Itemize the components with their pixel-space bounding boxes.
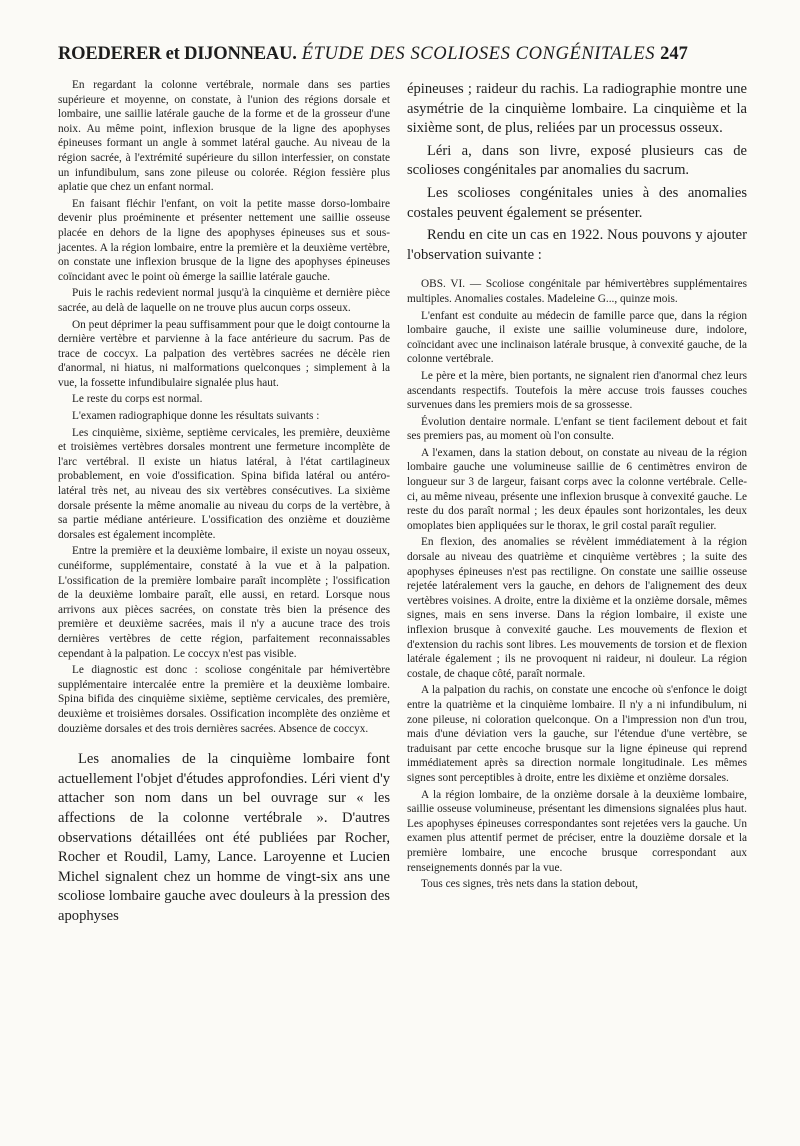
paragraph: En regardant la colonne vertébrale, normale dans ses parties supérieure et moyenne, on constate, à l'union des régions dorsale et lombaire, une saillie latérale gauche de la forme et de la grosseur d'une noix. Au même point, inflexion brusque de la ligne des apophyses épineuses formant un angle à sommet latéral gauche. Au niveau de la région sacrée, à l'extrémité supérieure du sillon interfessier, on constate un infundibulum, sans zone pileuse ou colorée. Région fessière plus aplatie que chez un enfant normal. xyxy=(58,79,390,194)
paragraph: Évolution dentaire normale. L'enfant se tient facilement debout et fait ses premiers pas, au moment où l'on consulte. xyxy=(407,415,747,443)
paragraph: On peut déprimer la peau suffisamment pour que le doigt contourne la dernière vertèbre et parvienne à la face antérieure du sacrum. Pas de trace de coccyx. La palpation des vertèbres sacrées ne décèle rien d'anormal, ni hiatus, ni malformations quelconques ; simplement à la vue, la fossette infundibulaire signalée plus haut. xyxy=(58,318,390,389)
paragraph: épineuses ; raideur du rachis. La radiographie montre une asymétrie de la cinquième lombaire. La cinquième et la sixième sont, de plus, reliées par un processus osseux. xyxy=(407,81,747,137)
right-large-text xyxy=(407,80,747,265)
page-number: 247 xyxy=(660,44,688,64)
paragraph: A la palpation du rachis, on constate une encoche où s'enfonce le doigt entre la quatrième et la cinquième lombaire. Il n'y a ni infundibulum, ni zone pileuse, ni coloration quelconque. On a l'impression non d'un trou, mais d'une déviation vers la gauche, sur l'étendue d'une vertèbre, se traduisant par cette encoche brusque sur la ligne épineuse qui reprend immédiatement après sa direction normale longitudinale. Les mêmes signes sont perceptibles à droite, entre les dixième et onzième dorsales. xyxy=(407,684,747,784)
observation-heading: OBS. VI. — Scoliose congénitale par hémivertèbres supplémentaires multiples. Anomalies costales. Madeleine G..., quinze mois. xyxy=(407,278,747,305)
paragraph: Les anomalies de la cinquième lombaire font actuellement l'objet d'études approfondies. Léri vient d'y attacher son nom dans un bel ouvrage sur « les affections de la colonne vertébrale ». D'autres observations détaillées ont été publiées par Rocher, Rocher et Roudil, Lamy, Lance. Laroyenne et Lucien Michel signalent chez un homme de vingt-six ans une scoliose lombaire gauche avec douleurs à la pression des apophyses xyxy=(58,751,390,924)
paragraph: Le père et la mère, bien portants, ne signalent rien d'anormal chez leurs ascendants respectifs. Toutefois la mère accuse trois fausses couches survenues dans les premiers mois de sa grossesse. xyxy=(407,369,747,412)
paragraph: Les cinquième, sixième, septième cervicales, les première, deuxième et troisièmes vertèbres dorsales montrent une fermeture incomplète de l'arc vertébral. Il existe un hiatus latéral, à l'état cartilagineux probablement, en voie d'ossification. Spina bifida latéral ou antéro-latéral très net, au niveau des six vertèbres consécutives. La sixième dorsale présente la même anomalie au niveau du corps de la vertèbre, à sa partie médiane antérieure. L'ossification des onzième et douzième dorsales est également incomplète. xyxy=(58,426,390,541)
right-column xyxy=(407,80,747,892)
paragraph: Rendu en cite un cas en 1922. Nous pouvons y ajouter l'observation suivante : xyxy=(407,227,747,263)
paragraph: Le diagnostic est donc : scoliose congénitale par hémivertèbre supplémentaire intercalée entre la première et la deuxième lombaire. Spina bifida des cinquième sixième, septième cervicales, des première, deuxième et troisièmes dorsales. Ossification incomplète des onzième et douzième dorsales et des trois dernières sacrées. Absence de coccyx. xyxy=(58,664,390,735)
paragraph: Le reste du corps est normal. xyxy=(72,393,203,406)
paragraph: En flexion, des anomalies se révèlent immédiatement à la région dorsale au niveau des quatrième et cinquième vertèbres ; la suite des apophyses épineuses n'est pas rectiligne. On constate une saillie osseuse rejetée latéralement vers la gauche, en dehors de l'alignement des deux vertèbres voisines. A droite, entre la dixième et la onzième dorsale, mêmes signes, mais en sens inverse. Dans la région lombaire, il existe une inflexion brusque à convexité gauche. Les mouvements de flexion et d'extension du rachis sont libres. Les mouvements de torsion et de flexion latérale également ; ils ne provoquent ni raideur, ni douleur. La région costale, de chaque côté, paraît normale. xyxy=(407,536,747,680)
paragraph: Entre la première et la deuxième lombaire, il existe un noyau osseux, cunéiforme, supplémentaire, constaté à la vue et à la palpation. L'ossification de la première lombaire paraît incomplète ; l'ossification de la deuxième lombaire paraît, elle aussi, en retard. Lorsque nous arrivons aux pièces sacrées, on constate très bien la présence des première et deuxième sacrées, mais il n'y a aucune trace des trois dernières vertèbres de cette région, parfaitement reconnaissables cependant à la palpation. Le coccyx n'est pas visible. xyxy=(58,545,390,660)
paragraph: En faisant fléchir l'enfant, on voit la petite masse dorso-lombaire devenir plus proéminente et présenter nettement une saillie osseuse placée en dehors de la ligne des apophyses épineuses sus et sous-jacentes. A la région lombaire, entre la première et la deuxième vertèbre, on constate une inflexion brusque de la ligne des apophyses épineuses coïncidant avec le point où émerge la saillie latérale gauche. xyxy=(58,197,390,283)
paragraph: Tous ces signes, très nets dans la station debout, xyxy=(421,878,638,891)
header-title: ÉTUDE DES SCOLIOSES CONGÉNITALES xyxy=(301,44,656,64)
left-column xyxy=(58,78,390,926)
paragraph: L'examen radiographique donne les résultats suivants : xyxy=(72,410,320,423)
paragraph: A la région lombaire, de la onzième dorsale à la deuxième lombaire, saillie osseuse volumineuse, présentant les dimensions signalées plus haut. Les apophyses épineuses correspondantes sont rejetées vers la gauche. Un examen plus attentif permet de préciser, entre la douzième dorsale et la première lombaire, une encoche brusque correspondant aux renseignements donnés par la vue. xyxy=(407,788,747,874)
observation-text xyxy=(407,277,747,891)
header-authors: ROEDERER et DIJONNEAU. xyxy=(58,44,297,64)
paragraph: Les scolioses congénitales unies à des anomalies costales peuvent également se présenter. xyxy=(407,184,747,221)
paragraph: L'enfant est conduite au médecin de famille parce que, dans la région lombaire gauche, il existe une saillie volumineuse dure, indolore, coïncidant avec une inclinaison latérale brusque, à convexité gauche, de la colonne vertébrale. xyxy=(407,309,747,366)
paragraph: A l'examen, dans la station debout, on constate au niveau de la région lombaire gauche une volumineuse saillie de 6 centimètres environ de longueur sur 3 de largeur, faisant corps avec la colonne vertébrale. Celle-ci, au même niveau, présente une inflexion brusque à convexité gauche. Le reste du dos paraît normal ; les deux épaules sont horizontales, les deux omoplates bien appliquées sur le thorax, le gril costal paraît regulier. xyxy=(407,446,747,532)
left-small-text xyxy=(58,78,390,736)
running-header xyxy=(58,44,746,65)
left-large-text xyxy=(58,750,390,926)
paragraph: Léri a, dans son livre, exposé plusieurs cas de scolioses congénitales par anomalies du sacrum. xyxy=(407,142,747,179)
paragraph: Puis le rachis redevient normal jusqu'à la cinquième et dernière pièce sacrée, au delà de laquelle on ne trouve plus aucun corps osseux. xyxy=(58,287,390,314)
